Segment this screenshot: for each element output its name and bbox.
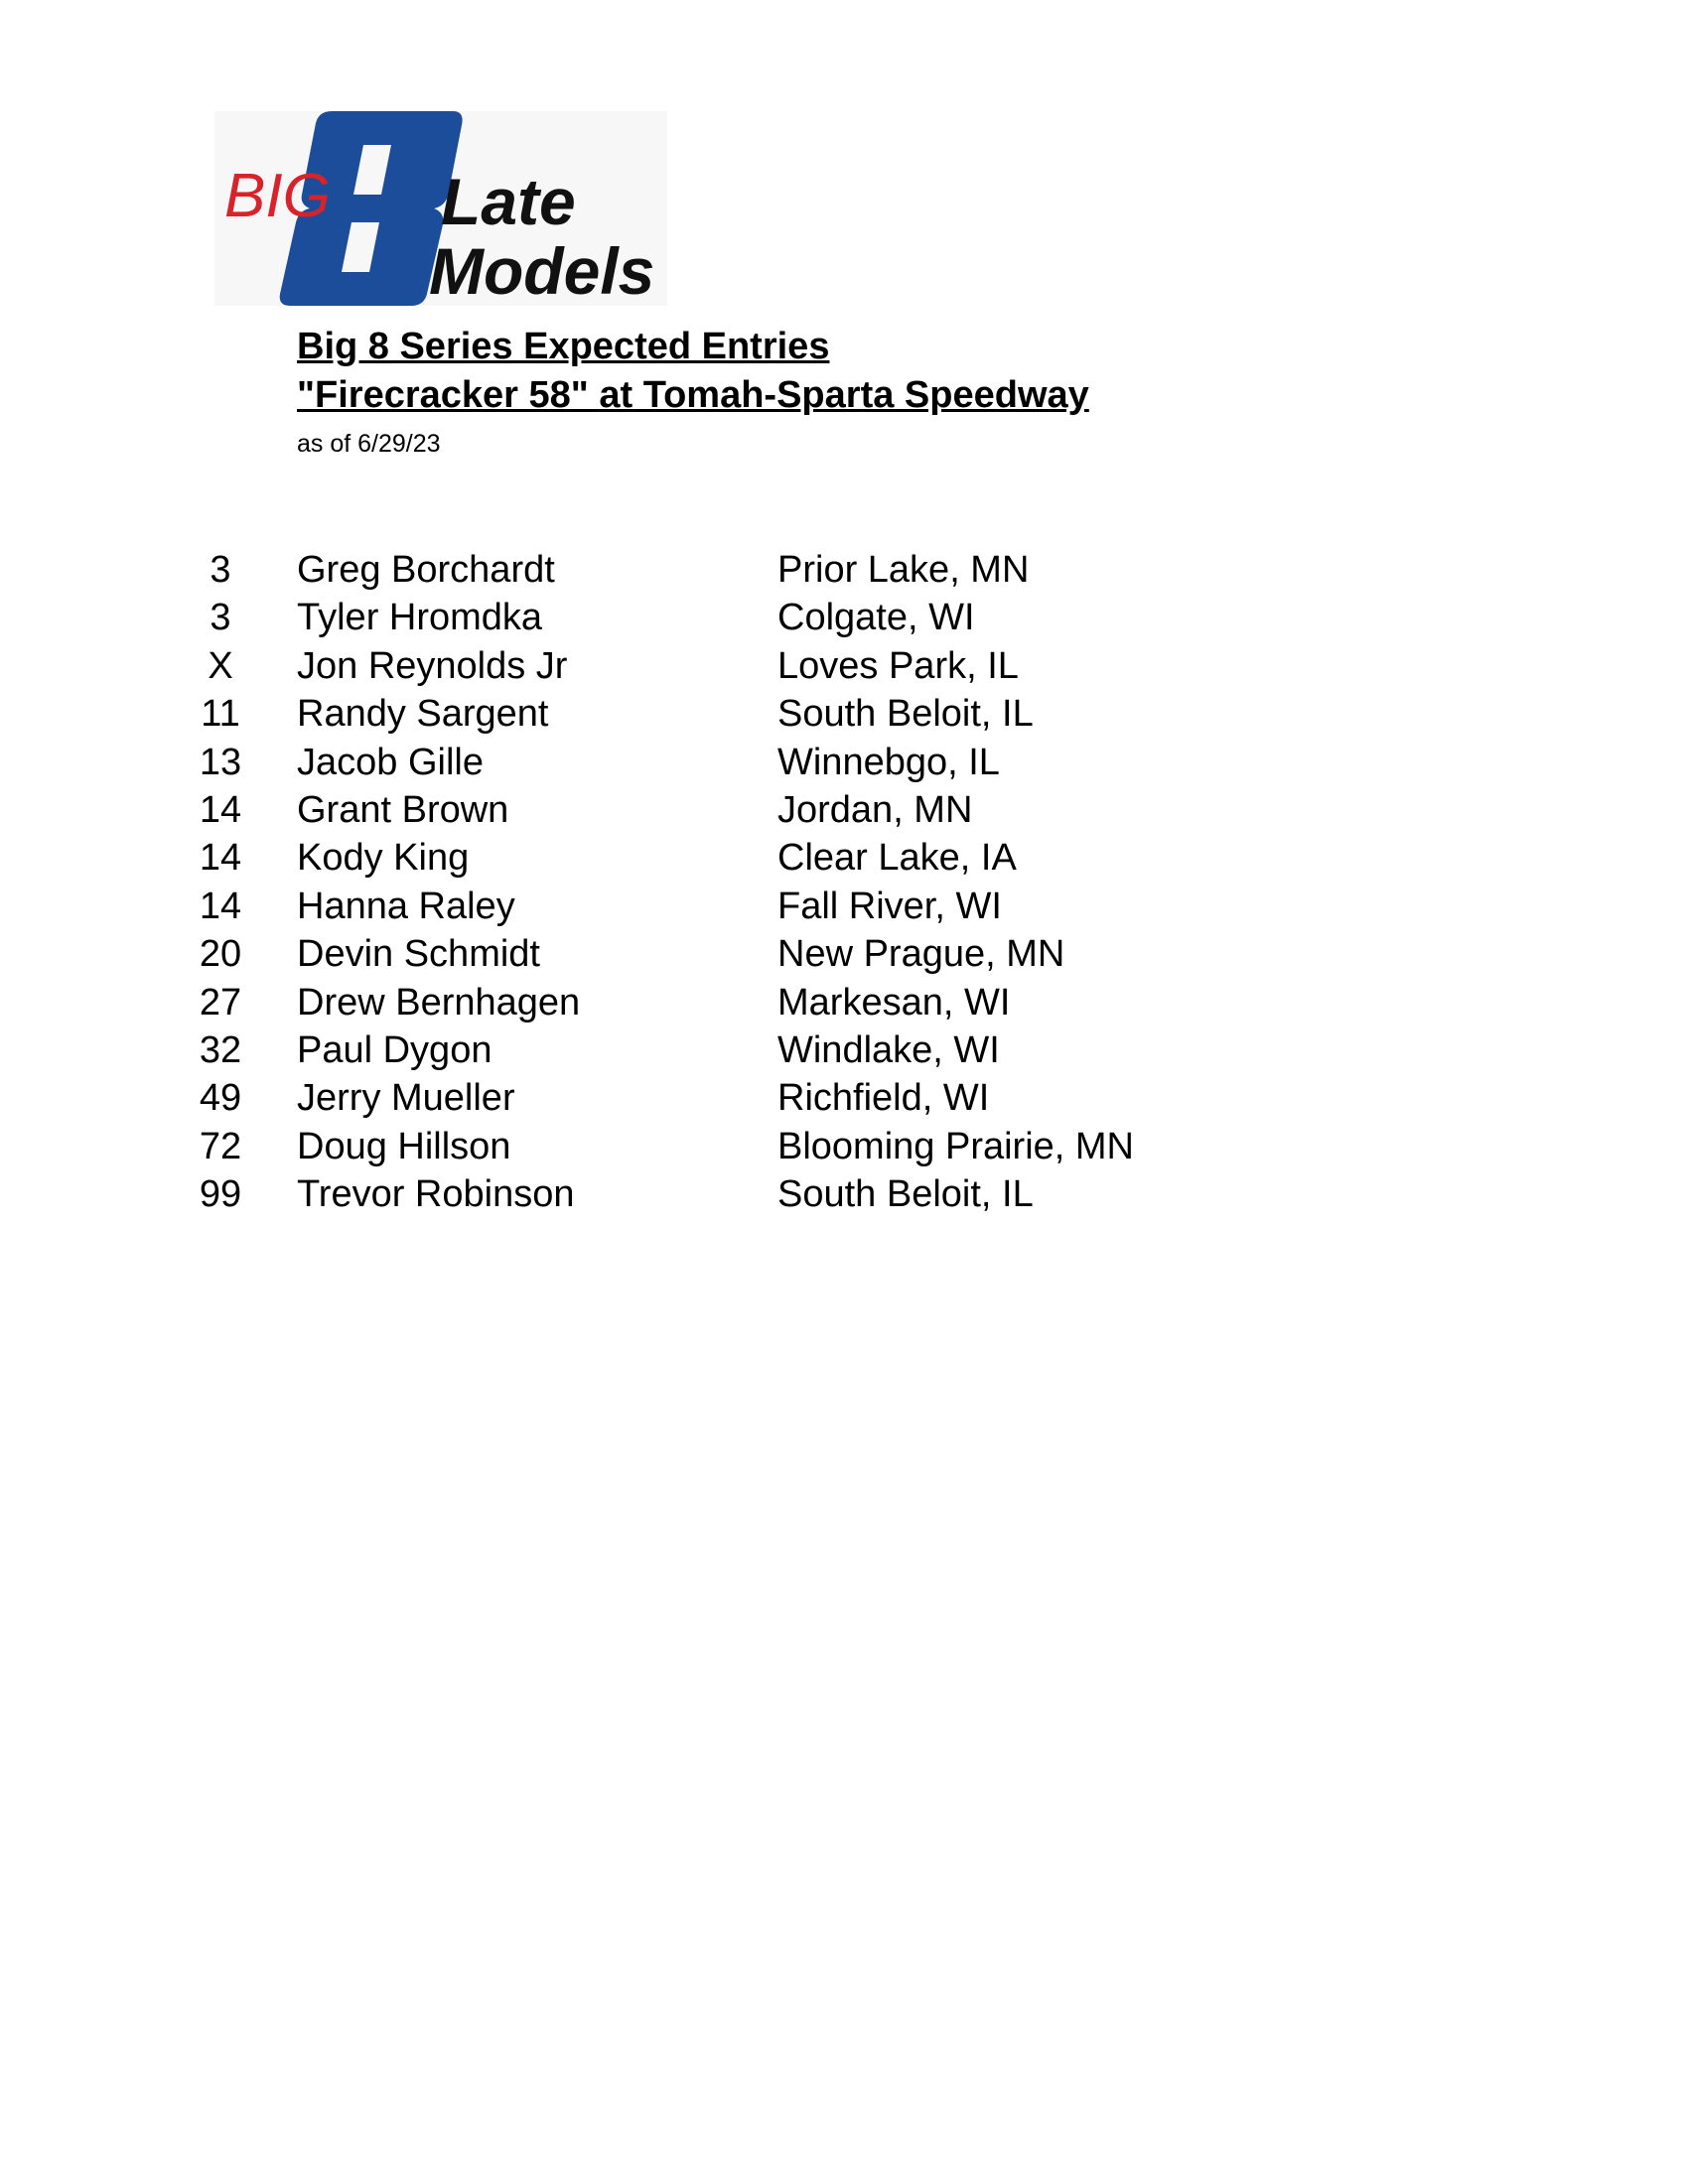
driver-name: Randy Sargent: [297, 693, 549, 736]
as-of-date: as of 6/29/23: [297, 430, 441, 458]
driver-hometown: Blooming Prairie, MN: [777, 1125, 1134, 1167]
driver-name: Devin Schmidt: [297, 933, 540, 976]
driver-hometown: Clear Lake, IA: [777, 837, 1017, 880]
big8-logo-graphic: [214, 111, 667, 306]
car-number: 11: [201, 693, 240, 736]
car-number: 3: [210, 549, 231, 591]
driver-hometown: Richfield, WI: [777, 1077, 990, 1120]
driver-hometown: Winnebgo, IL: [777, 741, 1000, 783]
car-number: X: [208, 644, 233, 687]
car-number: 3: [210, 597, 231, 639]
driver-hometown: South Beloit, IL: [777, 693, 1034, 736]
driver-name: Trevor Robinson: [297, 1173, 575, 1216]
car-number: 99: [199, 1173, 242, 1216]
car-number: 32: [199, 1028, 242, 1071]
logo-word-models: Models: [429, 234, 655, 306]
document-header: [297, 323, 1089, 459]
driver-name: Grant Brown: [297, 788, 509, 831]
car-number: 27: [199, 981, 242, 1024]
car-number: 14: [199, 885, 242, 927]
title-line-1: Big 8 Series Expected Entries: [297, 326, 830, 367]
driver-hometown: Loves Park, IL: [777, 644, 1019, 687]
driver-name: Drew Bernhagen: [297, 981, 581, 1024]
car-number: 13: [199, 741, 242, 783]
logo-word-big: BIG: [224, 162, 331, 230]
driver-name: Kody King: [297, 837, 470, 880]
driver-name: Tyler Hromdka: [297, 597, 543, 639]
car-number: 72: [199, 1125, 242, 1167]
driver-hometown: Markesan, WI: [777, 981, 1011, 1024]
big8-logo: [214, 111, 667, 306]
car-number: 14: [199, 837, 242, 880]
driver-name: Jacob Gille: [297, 741, 484, 783]
driver-name: Greg Borchardt: [297, 549, 555, 591]
car-number: 20: [199, 933, 242, 976]
driver-hometown: South Beloit, IL: [777, 1173, 1034, 1216]
driver-hometown: Jordan, MN: [777, 788, 973, 831]
driver-name: Jerry Mueller: [297, 1077, 515, 1120]
driver-hometown: New Prague, MN: [777, 933, 1065, 976]
car-number: 14: [199, 788, 242, 831]
driver-name: Hanna Raley: [297, 885, 515, 927]
driver-hometown: Colgate, WI: [777, 597, 975, 639]
driver-hometown: Prior Lake, MN: [777, 549, 1030, 591]
driver-name: Jon Reynolds Jr: [297, 644, 568, 687]
driver-name: Doug Hillson: [297, 1125, 511, 1167]
driver-hometown: Windlake, WI: [777, 1028, 1000, 1071]
car-number: 49: [199, 1077, 242, 1120]
title-line-2: "Firecracker 58" at Tomah-Sparta Speedway: [297, 374, 1089, 416]
driver-name: Paul Dygon: [297, 1028, 492, 1071]
driver-hometown: Fall River, WI: [777, 885, 1002, 927]
logo-word-late: Late: [441, 165, 576, 238]
